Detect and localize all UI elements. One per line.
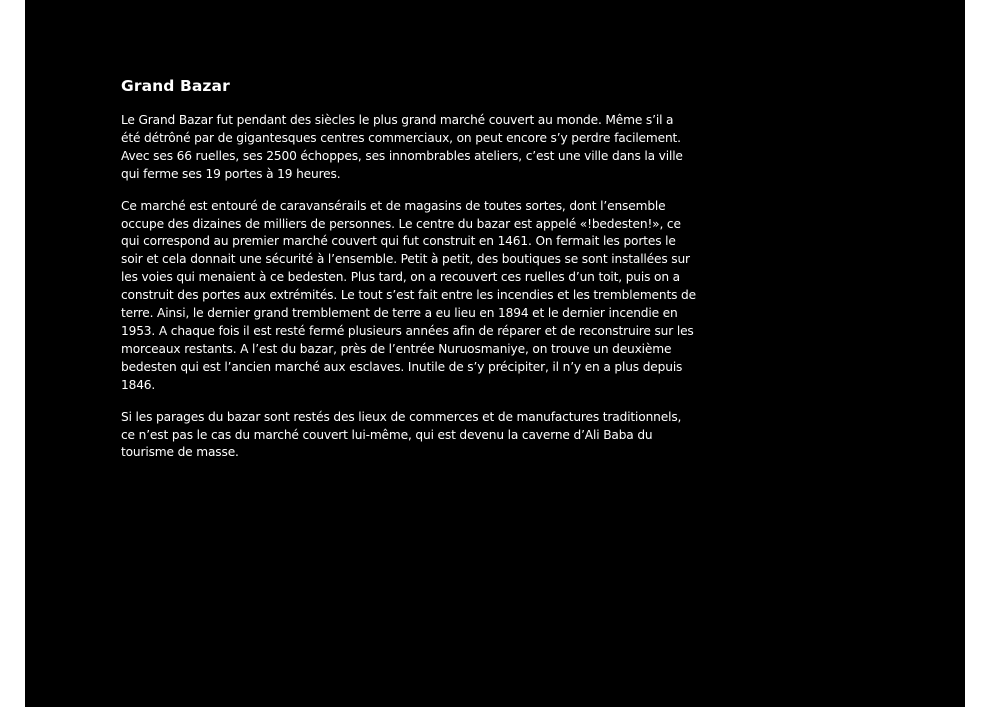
page-title: Grand Bazar bbox=[121, 77, 230, 95]
paragraph-intro: Le Grand Bazar fut pendant des siècles le plus grand marché couvert au monde. Même s’il a été détrôné par de gigantesques centres commerciaux, on peut encore s’y perdre facilement. Avec ses 66 ruelles, ses 2500 échoppes, ses innombrables ateliers, c’est une ville dans la ville qui ferme ses 19 portes à 19 heures. bbox=[121, 113, 683, 181]
paragraph-today: Si les parages du bazar sont restés des lieux de commerces et de manufactures traditionnels, ce n’est pas le cas du marché couvert lui-même, qui est devenu la caverne d’Ali Baba du tourisme de masse. bbox=[121, 409, 682, 460]
document-page bbox=[25, 0, 965, 707]
document-content bbox=[121, 76, 696, 476]
paragraph-history: Ce marché est entouré de caravansérails et de magasins de toutes sortes, dont l’ensemble occupe des dizaines de milliers de personnes. Le centre du bazar est appelé «!bedesten!», ce qui correspond au premier marché couvert qui fut construit en 1461. On fermait les portes le soir et cela donnait une sécurité à l’ensemble. Petit à petit, des boutiques se sont installées sur les voies qui menaient à ce bedesten. Plus tard, on a recouvert ces ruelles d’un toit, puis on a construit des portes aux extrémités. Le tout s’est fait entre les incendies et les tremblements de terre. Ainsi, le dernier grand tremblement de terre a eu lieu en 1894 et le dernier incendie en 1953. A chaque fois il est resté fermé plusieurs années afin de réparer et de reconstruire sur les morceaux restants. A l’est du bazar, près de l’entrée Nuruosmaniye, on trouve un deuxième bedesten qui est l’ancien marché aux esclaves. Inutile de s’y précipiter, il n’y en a plus depuis 1846. bbox=[121, 198, 696, 392]
